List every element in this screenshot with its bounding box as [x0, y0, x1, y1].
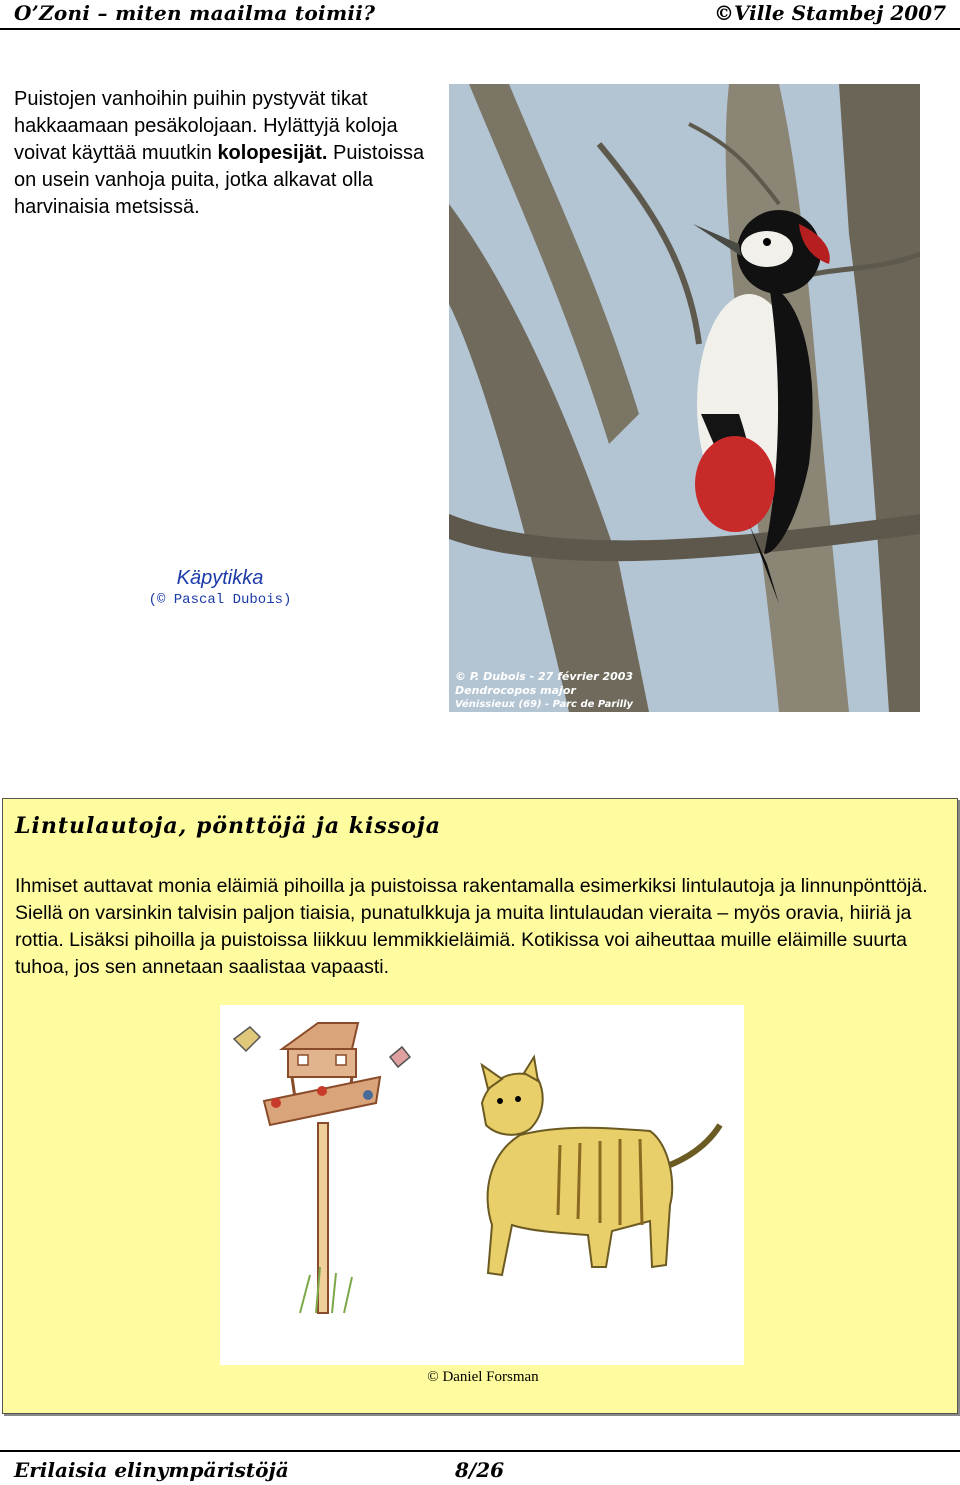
photo-caption: [140, 567, 300, 608]
cat-drawing: [482, 1057, 720, 1275]
header-title: O’Zoni – miten maailma toimii?: [14, 1, 376, 25]
intro-bold-term: kolopesijät.: [217, 142, 328, 164]
box-text: Ihmiset auttavat monia eläimiä pihoilla ja puistoissa rakentamalla esimerkiksi lintulautoja ja linnunpönttöjä. Siellä on varsinkin talvisin paljon tiaisia, punatulkkuja ja muita lintulaudan vieraita – myös oravia, hiiriä ja rottia. Lisäksi pihoilla ja puistoissa liikkuu lemmikkieläimiä. Kotikissa voi aiheuttaa muille eläimille suurta tuhoa, jos sen annetaan saalistaa vapaasti.: [15, 875, 928, 978]
intro-text-1: Puistojen vanhoihin puihin pystyvät tikat hakkaamaan pesäkolojaan. Hylättyjä koloja voivat käyttää muutkin: [14, 88, 398, 164]
drawing-credit: © Daniel Forsman: [427, 1369, 539, 1385]
photo-overlay-line3: Vénissieux (69) - Parc de Parilly: [455, 699, 634, 710]
page-footer: [0, 1450, 960, 1485]
birdfeeder-drawing: [234, 1023, 410, 1313]
box-title: Lintulautoja, pönttöjä ja kissoja: [15, 813, 442, 839]
info-box: [2, 798, 958, 1414]
footer-title: Erilaisia elinympäristöjä: [14, 1458, 289, 1482]
intro-paragraph: [14, 86, 434, 221]
page-number: 8/26: [455, 1458, 505, 1482]
photo-caption-credit: (© Pascal Dubois): [148, 592, 292, 608]
photo-overlay-line1: © P. Dubois - 27 février 2003: [455, 670, 634, 683]
birdfeeder-cat-drawing: [220, 1005, 744, 1365]
photo-caption-title: Käpytikka: [176, 567, 264, 589]
page-header: [0, 0, 960, 30]
woodpecker-photo: [449, 84, 920, 712]
header-copyright: ©Ville Stambej 2007: [713, 1, 946, 25]
photo-overlay-line2: Dendrocopos major: [455, 684, 576, 697]
intro-text-2: Puistoissa on usein vanhoja puita, jotka alkavat olla harvinaisia metsissä.: [14, 142, 425, 218]
